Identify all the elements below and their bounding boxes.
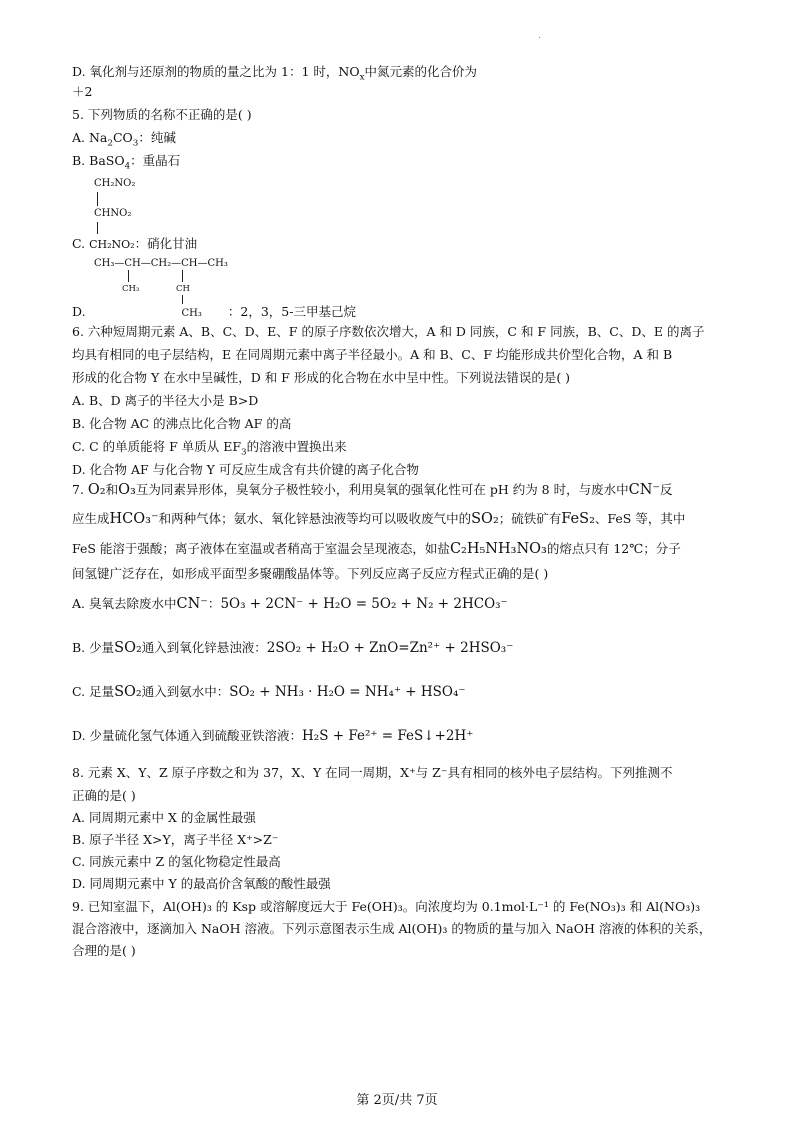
structure-branch-2: CH <box>176 284 190 294</box>
text: ；硫铁矿有 <box>498 511 562 526</box>
equation: SO₂ + NH₃ · H₂O = NH₄⁺ + HSO₄⁻ <box>229 684 466 700</box>
subscript: x <box>359 72 365 83</box>
text: 通入到氨水中： <box>141 684 230 699</box>
text: ：硝化甘油 <box>134 236 198 251</box>
text: C. C 的单质能将 F 单质从 EF <box>72 439 241 454</box>
q9-stem-1: 9. 已知室温下，Al(OH)₃ 的 Ksp 或溶解度远大于 Fe(OH)₃。向浓度均为 0.1mol·L⁻¹ 的 Fe(NO₃)₃ 和 Al(NO₃)₃ <box>72 899 701 914</box>
text: 中氮元素的化合价为 <box>364 64 478 79</box>
text: D. 少量硫化氢气体通入到硫酸亚铁溶液： <box>72 728 303 743</box>
text: 、FeS 等，其中 <box>594 511 686 526</box>
q5-option-d <box>72 304 732 322</box>
q6-stem-1: 6. 六种短周期元素 A、B、C、D、E、F 的原子序数依次增大，A 和 D 同族，C 和 F 同族，B、C、D、E 的离子 <box>72 324 705 339</box>
q7-stem-3 <box>72 541 732 561</box>
q8-stem-2: 正确的是( ) <box>72 788 136 803</box>
bond-line <box>97 192 98 206</box>
q6-stem-2: 均具有相同的电子层结构，E 在同周期元素中离子半径最小。A 和 B、C、F 均能形成共价型化合物，A 和 B <box>72 347 673 362</box>
text: 互为同素异形体，臭氧分子极性较小，利用臭氧的强氧化性可在 pH 约为 8 时，与废水中 <box>135 482 629 497</box>
q7-option-a <box>72 596 732 618</box>
equation: 2SO₂ + H₂O + ZnO=Zn²⁺ + 2HSO₃⁻ <box>266 640 514 656</box>
q7-option-d <box>72 728 732 750</box>
formula: SO₂ <box>114 640 142 656</box>
formula: SO₂ <box>114 684 142 700</box>
page-marker: . <box>538 30 542 41</box>
text: ：重晶石 <box>130 153 181 168</box>
q8-stem-1: 8. 元素 X、Y、Z 原子序数之和为 37，X、Y 在同一周期，X⁺与 Z⁻具有相同的核外电子层结构。下列推测不 <box>72 765 673 780</box>
formula: CN⁻ <box>628 482 661 498</box>
text: 的溶液中置换出来 <box>246 439 347 454</box>
page-footer: 第 2页/共 7页 <box>356 1093 438 1108</box>
subscript: 2 <box>107 138 113 149</box>
q5-stem: 5. 下列物质的名称不正确的是( ) <box>72 107 252 122</box>
structure-bottom-group: CH₂NO₂ <box>89 238 135 251</box>
structure-main-chain: CH₃—CH—CH₂—CH—CH₃ <box>94 258 228 269</box>
text: ： <box>207 596 221 611</box>
text: B. BaSO <box>72 153 125 168</box>
structure-top-group: CH₂NO₂ <box>94 178 136 189</box>
q7-stem-1 <box>72 482 732 502</box>
q6-option-a: A. B、D 离子的半径大小是 B>D <box>72 393 259 408</box>
text: 的熔点只有 12℃；分子 <box>546 541 681 556</box>
q5-option-a <box>72 130 732 152</box>
q7-option-b <box>72 640 732 662</box>
structure-branch-3: CH₃ <box>181 308 202 319</box>
formula: FeS₂ <box>561 511 595 527</box>
text: FeS 能溶于强酸；离子液体在室温或者稍高于室温会呈现液态，如盐 <box>72 541 450 556</box>
subscript: 3 <box>241 447 247 458</box>
q8-option-a: A. 同周期元素中 X 的金属性最强 <box>72 810 256 825</box>
q4-option-d <box>72 64 732 86</box>
option-label: D. <box>72 304 86 319</box>
q9-stem-3: 合理的是( ) <box>72 943 136 958</box>
q5-option-b <box>72 153 732 175</box>
q7-stem-2 <box>72 511 732 531</box>
q4-option-d-cont: ＋2 <box>72 84 93 99</box>
bond-line <box>128 270 129 282</box>
text: A. Na <box>72 130 108 145</box>
q8-option-d: D. 同周期元素中 Y 的最高价含氧酸的酸性最强 <box>72 876 331 891</box>
structure-mid-group: CHNO₂ <box>94 208 132 219</box>
formula: O₂ <box>87 482 106 498</box>
formula: CN⁻ <box>176 596 208 612</box>
text: C. 足量 <box>72 684 115 699</box>
q6-option-c <box>72 439 732 461</box>
bond-line <box>97 222 98 234</box>
q6-stem-3: 形成的化合物 Y 在水中呈碱性，D 和 F 形成的化合物在水中呈中性。下列说法错误的是( ) <box>72 370 571 385</box>
formula: C₂H₅NH₃NO₃ <box>449 541 547 557</box>
equation: 5O₃ + 2CN⁻ + H₂O = 5O₂ + N₂ + 2HCO₃⁻ <box>220 596 508 612</box>
text: 和 <box>105 482 119 497</box>
subscript: 4 <box>124 161 131 172</box>
formula: O₃ <box>118 482 136 498</box>
equation: H₂S + Fe²⁺ = FeS↓+2H⁺ <box>302 728 474 744</box>
formula: SO₂ <box>471 511 499 527</box>
structure-branch-1: CH₃ <box>122 284 140 294</box>
formula: HCO₃⁻ <box>109 511 159 527</box>
q7-option-c <box>72 684 732 706</box>
text: ：纯碱 <box>138 130 176 145</box>
subscript: 3 <box>132 138 139 149</box>
question-number: 7. <box>72 482 84 497</box>
text: D. 氧化剂与还原剂的物质的量之比为 1：1 时，NO <box>72 64 360 79</box>
q6-option-b: B. 化合物 AC 的沸点比化合物 AF 的高 <box>72 416 292 431</box>
text: A. 臭氧去除废水中 <box>72 596 177 611</box>
bond-line <box>182 270 183 282</box>
text: 应生成 <box>72 511 110 526</box>
q9-stem-2: 混合溶液中，逐滴加入 NaOH 溶液。下列示意图表示生成 Al(OH)₃ 的物质的量与加入 NaOH 溶液的体积的关系， <box>72 921 712 936</box>
text: 反 <box>660 482 673 497</box>
text: CO <box>112 130 133 145</box>
q8-option-c: C. 同族元素中 Z 的氢化物稳定性最高 <box>72 854 281 869</box>
text: 通入到氧化锌悬浊液： <box>141 640 267 655</box>
q8-option-b: B. 原子半径 X>Y，离子半径 X⁺>Z⁻ <box>72 832 279 847</box>
option-label: C. <box>72 236 86 251</box>
text: ：2，3，5-三甲基己烷 <box>227 304 356 319</box>
text: 和两种气体；氨水、氧化锌悬浊液等均可以吸收废气中的 <box>158 511 472 526</box>
q5-option-c <box>72 236 732 253</box>
q6-option-d: D. 化合物 AF 与化合物 Y 可反应生成含有共价键的离子化合物 <box>72 462 419 477</box>
bond-line <box>182 295 183 304</box>
q7-stem-4: 间氢键广泛存在，如形成平面型多聚硼酸晶体等。下列反应离子反应方程式正确的是( ) <box>72 566 549 581</box>
text: B. 少量 <box>72 640 115 655</box>
